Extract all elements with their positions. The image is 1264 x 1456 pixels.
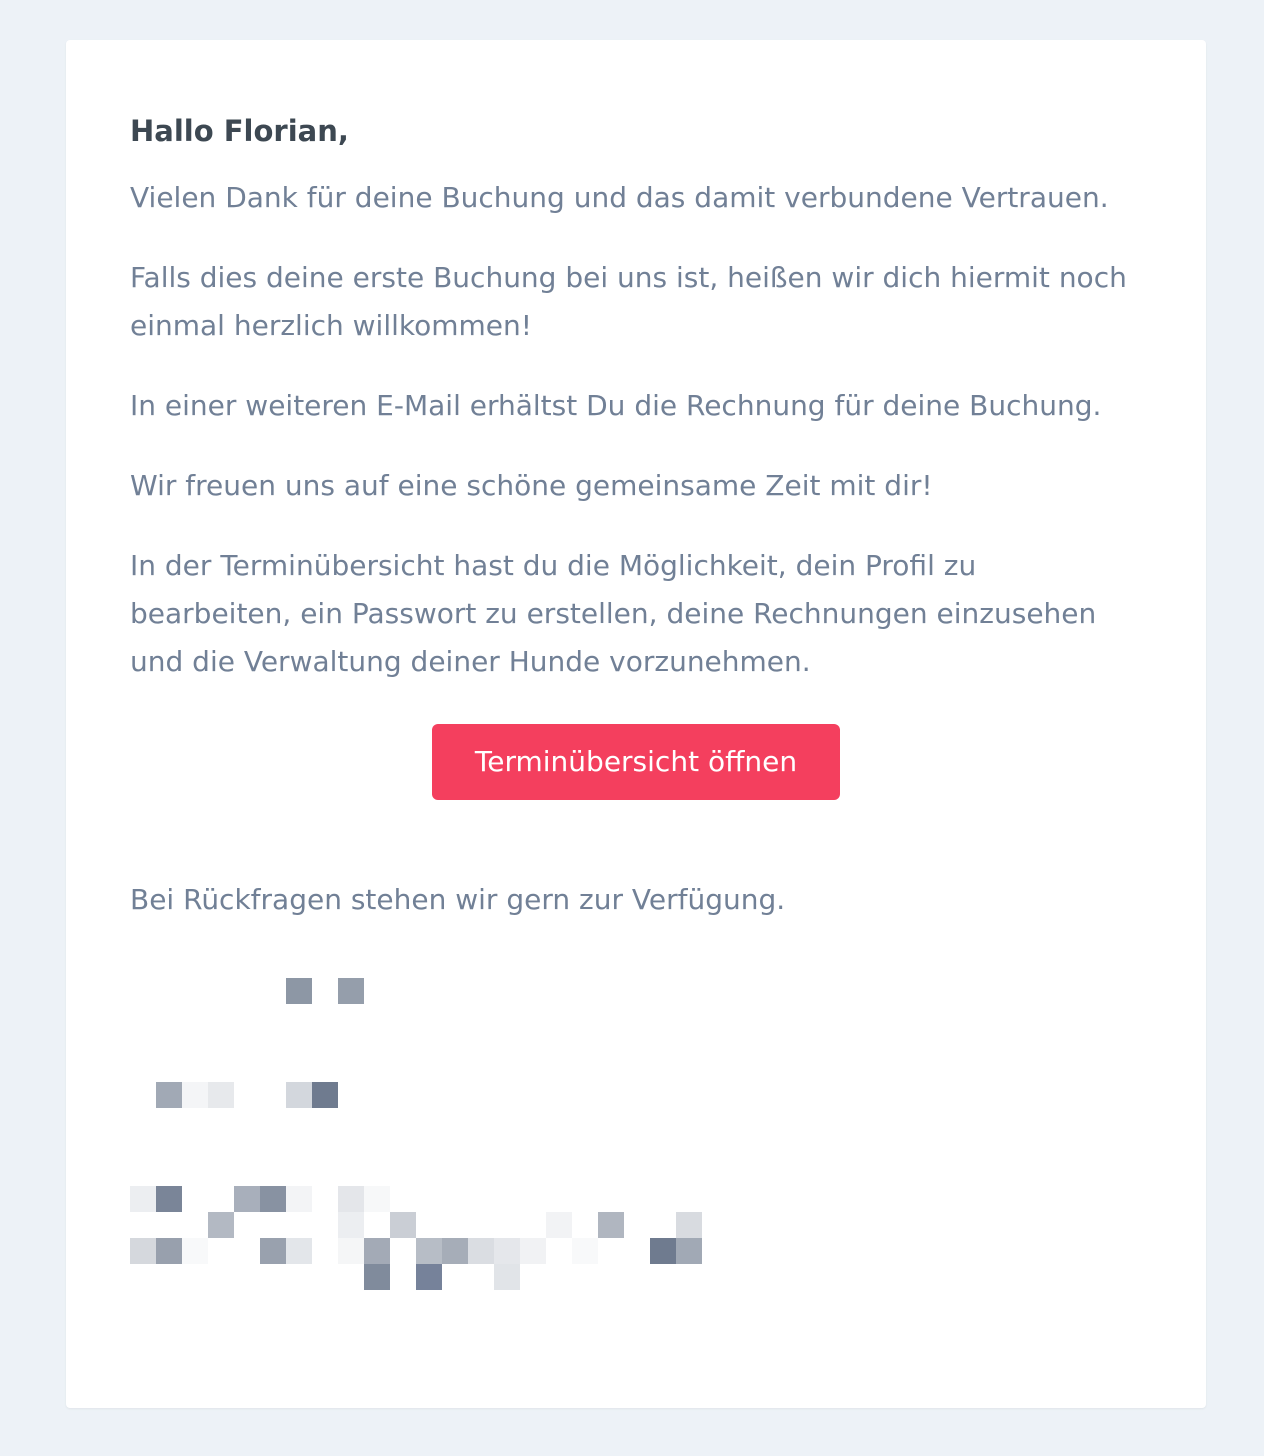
button-container bbox=[130, 724, 1142, 800]
paragraph-invoice: In einer weiteren E-Mail erhältst Du die Rechnung für deine Buchung. bbox=[130, 389, 1102, 422]
paragraph-looking-forward: Wir freuen uns auf eine schöne gemeinsame Zeit mit dir! bbox=[130, 469, 933, 502]
pixelated-signature-image bbox=[130, 978, 730, 1298]
paragraph-overview-info: In der Terminübersicht hast du die Möglichkeit, dein Profil zu bearbeiten, ein Passwort zu erstellen, deine Rechnungen einzusehen und die Verwaltung deiner Hunde vorzunehmen. bbox=[130, 549, 1097, 678]
paragraph-thanks: Vielen Dank für deine Buchung und das damit verbundene Vertrauen. bbox=[130, 181, 1109, 214]
greeting-heading: Hallo Florian, bbox=[130, 114, 349, 148]
paragraph-welcome: Falls dies deine erste Buchung bei uns ist, heißen wir dich hiermit noch einmal herzlich willkommen! bbox=[130, 261, 1127, 342]
closing-text: Bei Rückfragen stehen wir gern zur Verfügung. bbox=[130, 883, 786, 916]
email-card bbox=[66, 40, 1206, 1408]
open-appointment-overview-button[interactable]: Terminübersicht öffnen bbox=[432, 724, 840, 800]
